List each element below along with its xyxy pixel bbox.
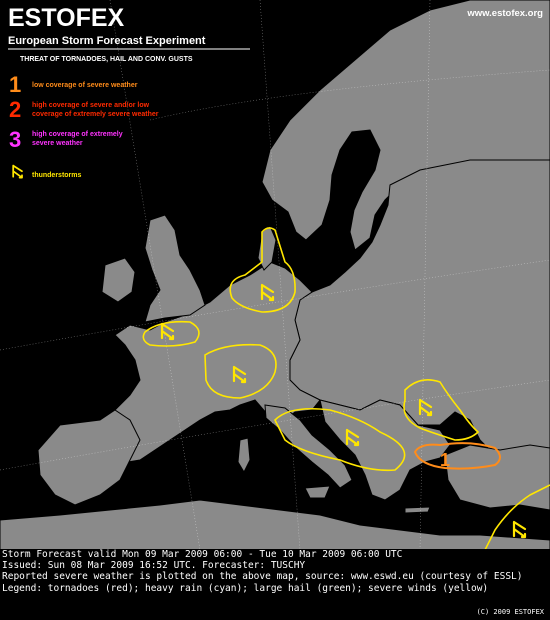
thunderstorm-label: thunderstorms	[32, 172, 82, 179]
copyright: (C) 2009 ESTOFEX	[476, 607, 544, 616]
forecast-footer	[0, 549, 550, 620]
report-legend-line: Legend: tornadoes (red); heavy rain (cyan); large hail (green); severe winds (yellow)	[2, 582, 489, 594]
level2-label-line2: coverage of extremely severe weather	[32, 111, 159, 118]
level2-number: 2	[9, 97, 22, 122]
sicily	[305, 486, 330, 498]
level2-label-line1: high coverage of severe and/or low	[32, 102, 150, 109]
level1-label: low coverage of severe weather	[32, 82, 138, 89]
validity-line: Storm Forecast valid Mon 09 Mar 2009 06:00 - Tue 10 Mar 2009 06:00 UTC	[2, 549, 403, 560]
brand-url[interactable]: www.estofex.org	[467, 8, 543, 19]
turkey	[445, 445, 550, 510]
level3-number: 3	[9, 127, 22, 152]
level3-label-line1: high coverage of extremely	[32, 131, 123, 138]
brand-subtitle: European Storm Forecast Experiment	[8, 35, 206, 47]
level1-number: 1	[9, 72, 22, 97]
reports-line: Reported severe weather is plotted on the above map, source: www.eswd.eu (courtesy of ESSL)	[2, 571, 523, 583]
issued-line: Issued: Sun 08 Mar 2009 16:52 UTC. Forecaster: TUSCHY	[2, 560, 306, 572]
crete	[405, 507, 430, 513]
level1-map-label: 1	[440, 450, 451, 470]
level3-label-line2: severe weather	[32, 140, 83, 147]
legend-heading: THREAT OF TORNADOES, HAIL AND CONV. GUSTS	[20, 56, 193, 63]
brand-title: ESTOFEX	[8, 4, 125, 32]
